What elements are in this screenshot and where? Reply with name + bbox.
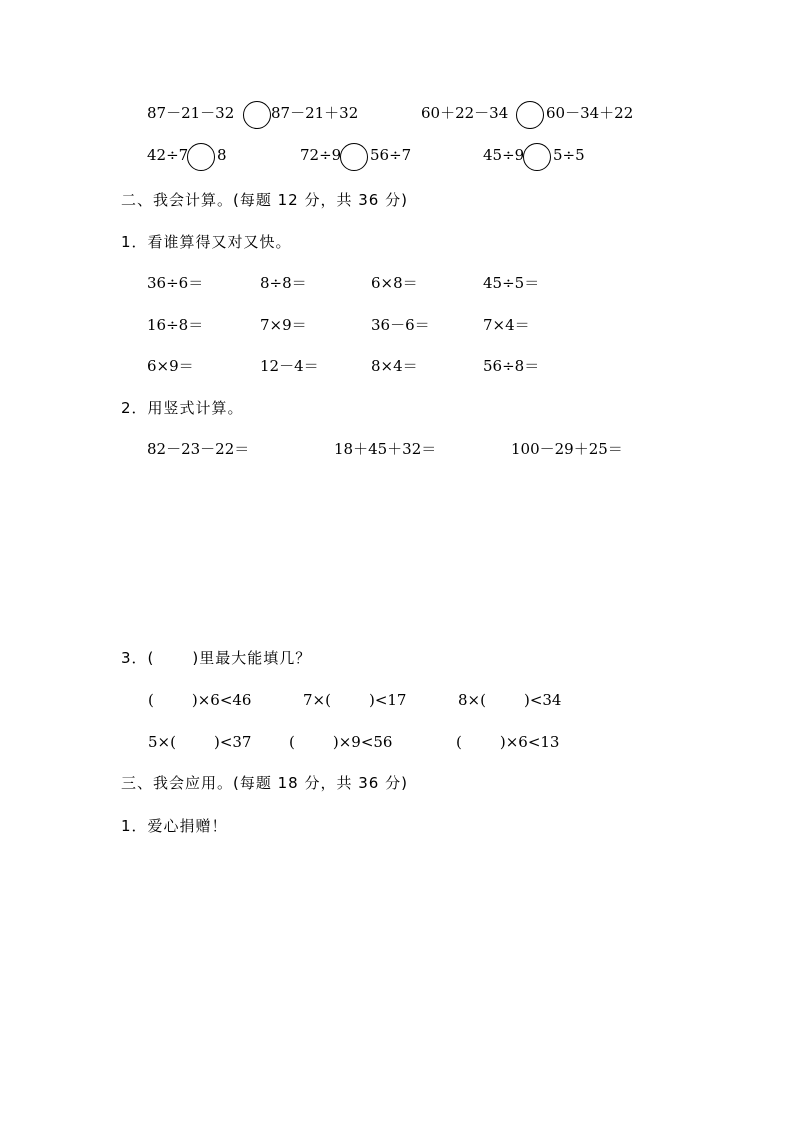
compare-left-1: 87－21－32 [147,104,235,122]
fill-problem [303,691,406,709]
fill-problem [458,691,561,709]
fill-post: )<17 [368,691,407,709]
vertical-problem: 82－23－22＝ [147,440,250,458]
section-heading-apply: 三、我会应用。(每题 18 分，共 36 分) [121,774,408,792]
compare-circle-blank[interactable] [187,143,215,171]
compare-left-5: 45÷9 [483,146,525,164]
fill-title-rest: )里最大能填几？ [192,649,312,667]
question-title-vertical: 2．用竖式计算。 [121,399,244,417]
compare-circle-blank[interactable] [340,143,368,171]
oral-problem: 7×9＝ [260,316,307,334]
fill-post: )×6<13 [499,733,560,751]
fill-title-open: 3．( [121,649,155,667]
oral-problem: 7×4＝ [483,316,530,334]
oral-problem: 16÷8＝ [147,316,204,334]
fill-pre: 8×( [458,691,486,709]
compare-left-3: 42÷7 [147,146,189,164]
fill-pre: 5×( [148,733,176,751]
compare-left-2: 60＋22－34 [421,104,509,122]
compare-right-3: 8 [217,146,227,164]
fill-problem [148,733,251,751]
oral-problem: 12－4＝ [260,357,319,375]
compare-right-1: 87－21＋32 [271,104,359,122]
compare-circle-blank[interactable] [523,143,551,171]
oral-problem: 36÷6＝ [147,274,204,292]
question-title-fill [121,649,311,667]
fill-problem [148,691,251,709]
compare-right-5: 5÷5 [553,146,585,164]
fill-post: )<37 [213,733,252,751]
section-heading-calc: 二、我会计算。(每题 12 分，共 36 分) [121,191,408,209]
compare-right-4: 56÷7 [370,146,412,164]
question-title-oral: 1．看谁算得又对又快。 [121,233,292,251]
compare-right-2: 60－34＋22 [546,104,634,122]
fill-pre: ( [148,691,154,709]
oral-problem: 56÷8＝ [483,357,540,375]
question-title-donate: 1．爱心捐赠！ [121,817,228,835]
fill-post: )<34 [523,691,562,709]
compare-left-4: 72÷9 [300,146,342,164]
vertical-problem: 100－29＋25＝ [511,440,623,458]
fill-problem [289,733,392,751]
fill-pre: ( [456,733,462,751]
fill-problem [456,733,559,751]
oral-problem: 6×9＝ [147,357,194,375]
oral-problem: 8÷8＝ [260,274,307,292]
oral-problem: 36－6＝ [371,316,430,334]
oral-problem: 8×4＝ [371,357,418,375]
oral-problem: 6×8＝ [371,274,418,292]
fill-pre: ( [289,733,295,751]
oral-problem: 45÷5＝ [483,274,540,292]
fill-post: )×9<56 [332,733,393,751]
fill-pre: 7×( [303,691,331,709]
fill-post: )×6<46 [191,691,252,709]
compare-circle-blank[interactable] [516,101,544,129]
compare-circle-blank[interactable] [243,101,271,129]
vertical-problem: 18＋45＋32＝ [334,440,437,458]
